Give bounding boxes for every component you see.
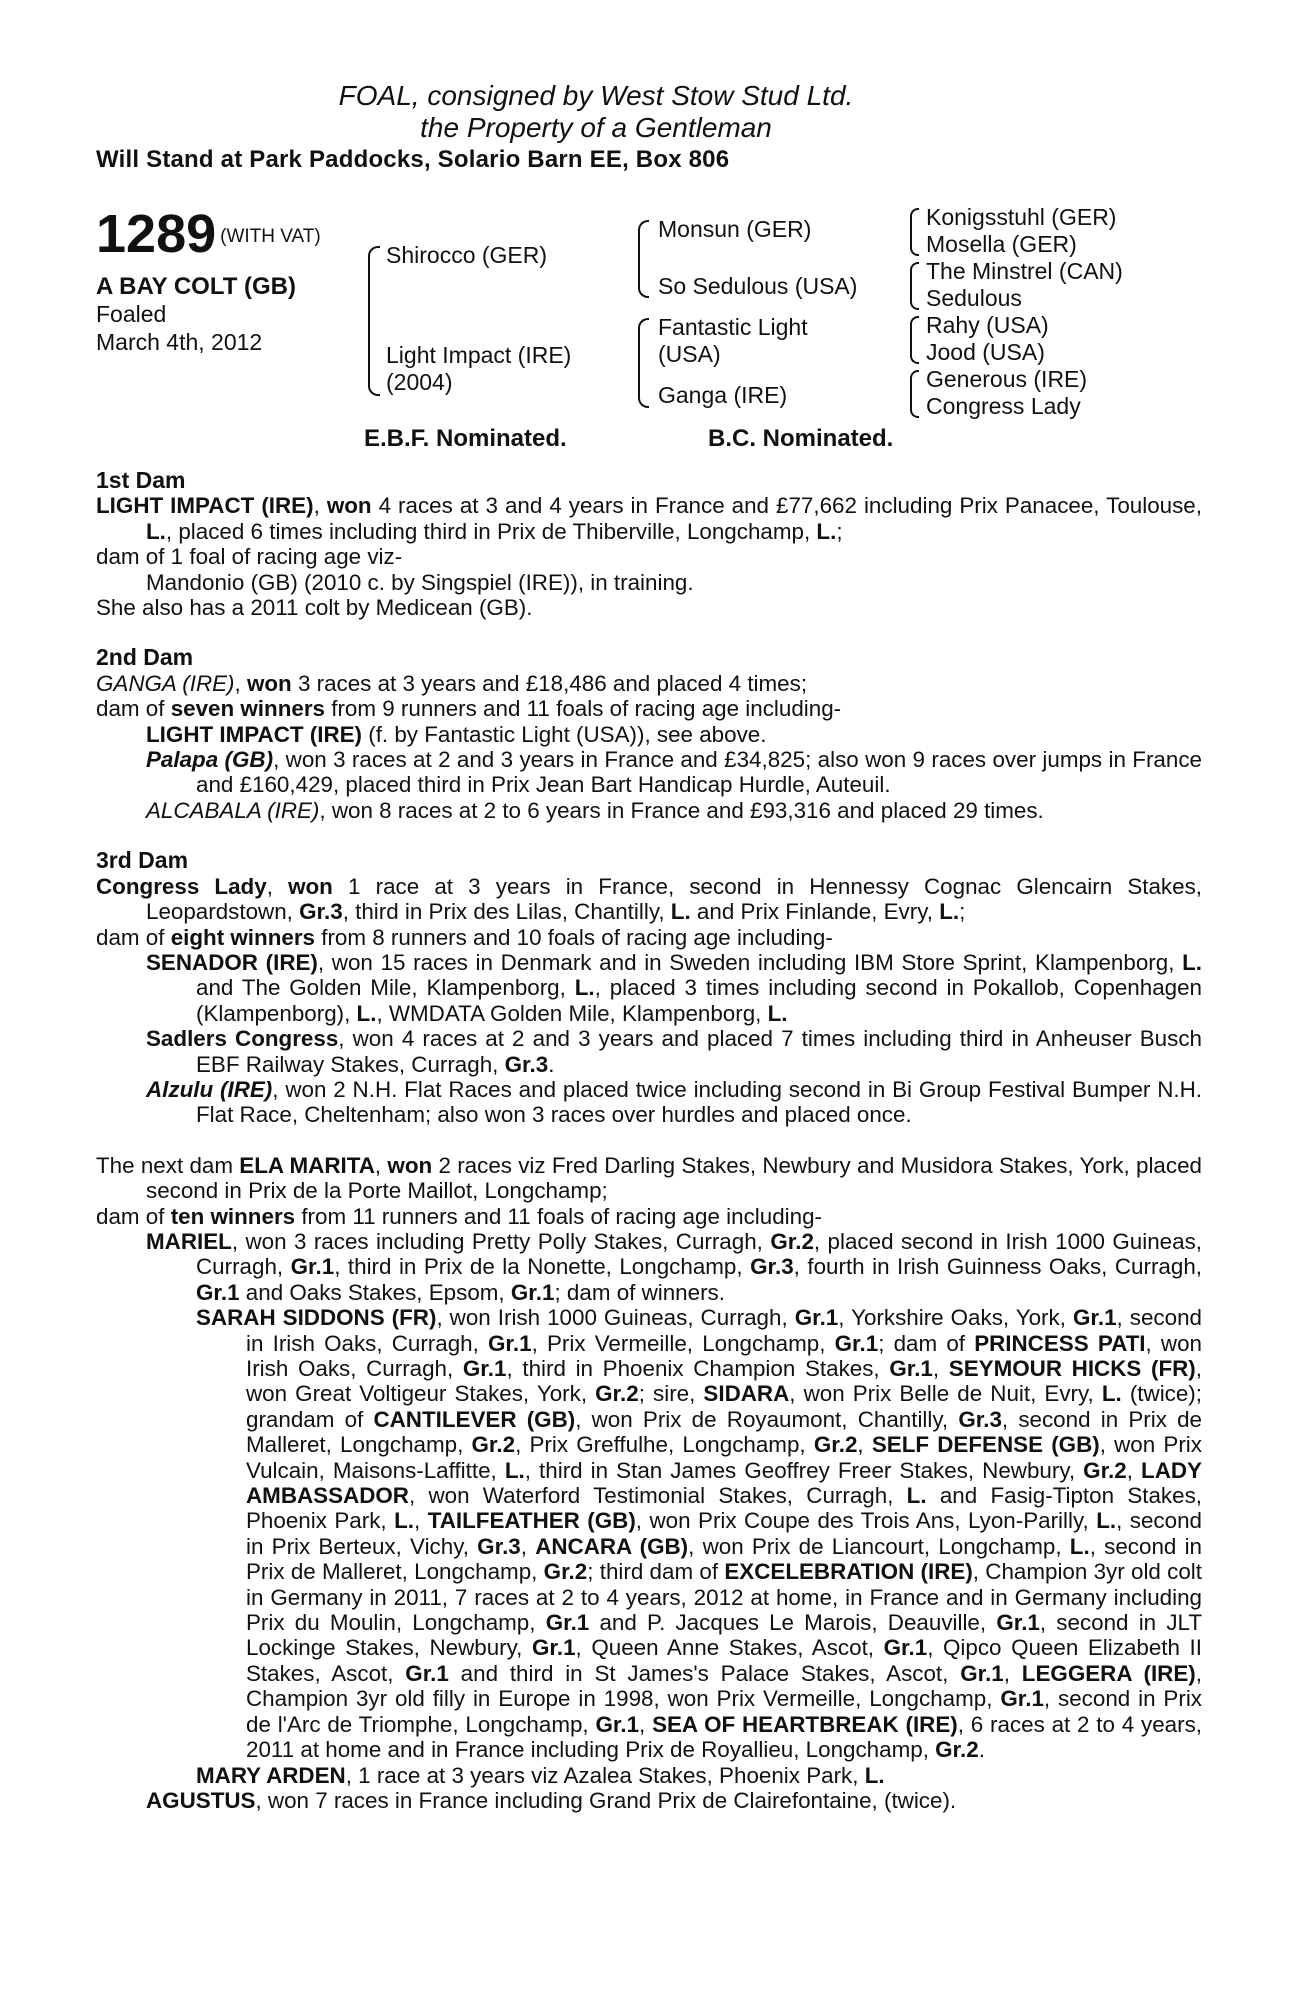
vat-label: (WITH VAT): [220, 226, 321, 247]
pedigree-ssd: Mosella (GER): [926, 231, 1077, 257]
second-dam-record: GANGA (IRE), won 3 races at 3 years and £18,486 and placed 4 times;: [96, 670, 808, 696]
first-dam-name: LIGHT IMPACT (IRE): [96, 493, 314, 519]
produce-palapa: Palapa (GB), won 3 races at 2 and 3 years in France and £34,825; also won 9 races over jumps in France and £160,429, placed third in Prix Jean Bart Handicap Hurdle, Auteuil.: [146, 747, 1202, 798]
pedigree-brace-sire-side: [638, 220, 649, 298]
pedigree-brace-dd: [910, 370, 919, 418]
third-dam-produce-intro: dam of eight winners from 8 runners and 10 foals of racing age including-: [96, 924, 833, 950]
next-dam-record: The next dam ELA MARITA, won 2 races viz Fred Darling Stakes, Newbury and Musidora Stakes, York, placed second in Prix de la Porte Maillot, Longchamp;: [96, 1152, 1202, 1204]
third-dam-name: Congress Lady: [96, 873, 267, 899]
pedigree-sire-sire: Monsun (GER): [658, 216, 812, 242]
foaled-info: [96, 300, 262, 356]
next-dam-name: ELA MARITA: [239, 1152, 375, 1178]
pedigree-dam-dam: Ganga (IRE): [658, 382, 788, 408]
lot-header: [96, 80, 1216, 176]
pedigree-sire-dam: So Sedulous (USA): [658, 273, 858, 299]
pedigree-dam-line1: Light Impact (IRE): [386, 342, 572, 368]
pedigree-dss: Rahy (USA): [926, 312, 1049, 338]
produce-light-impact: LIGHT IMPACT (IRE) (f. by Fantastic Light (USA)), see above.: [146, 721, 767, 747]
pedigree-brace-col1: [368, 246, 380, 396]
produce-record: [96, 468, 1202, 1813]
pedigree-sds: The Minstrel (CAN): [926, 258, 1123, 284]
pedigree-dam-sire-line2: (USA): [658, 341, 721, 367]
produce-alcabala: ALCABALA (IRE), won 8 races at 2 to 6 years in France and £93,316 and placed 29 times.: [146, 797, 1044, 823]
pedigree-sire: Shirocco (GER): [386, 242, 548, 268]
stand-location: Will Stand at Park Paddocks, Solario Barn EE, Box 806: [96, 146, 730, 173]
third-dam-record: Congress Lady, won 1 race at 3 years in France, second in Hennessy Cognac Glencairn Stakes, Leopardstown, Gr.3, third in Prix des Lilas, Chantilly, L. and Prix Finlande, Evry, L.;: [96, 873, 1202, 925]
consignor-line: FOAL, consigned by West Stow Stud Ltd.: [338, 80, 854, 111]
third-dam-heading: 3rd Dam: [96, 847, 189, 874]
pedigree-dds: Generous (IRE): [926, 366, 1088, 392]
next-dam-produce-intro: dam of ten winners from 11 runners and 11 foals of racing age including-: [96, 1203, 823, 1229]
pedigree-dsd: Jood (USA): [926, 339, 1045, 365]
produce-alzulu: Alzulu (IRE), won 2 N.H. Flat Races and placed twice including second in Bi Group Festival Bumper N.H. Flat Race, Cheltenham; also won 3 races over hurdles and placed once.: [146, 1076, 1202, 1128]
pedigree-ddd: Congress Lady: [926, 393, 1081, 419]
lot-number: 1289: [96, 204, 217, 264]
first-dam-produce-intro: dam of 1 foal of racing age viz-: [96, 544, 403, 570]
pedigree-dam-sire-line1: Fantastic Light: [658, 314, 808, 340]
second-dam-name: GANGA (IRE): [96, 670, 235, 696]
produce-mariel: MARIEL, won 3 races including Pretty Polly Stakes, Curragh, Gr.2, placed second in Irish 1000 Guineas, Curragh, Gr.1, third in Prix de la Nonette, Longchamp, Gr.3, fourth in Irish Guinness Oaks, Curragh, Gr.1 and Oaks Stakes, Epsom, Gr.1; dam of winners.: [146, 1228, 1203, 1305]
produce-agustus: AGUSTUS, won 7 races in France including Grand Prix de Clairefontaine, (twice).: [146, 1787, 957, 1813]
pedigree-brace-ss: [910, 208, 919, 256]
second-dam-produce-intro: dam of seven winners from 9 runners and 11 foals of racing age including-: [96, 696, 842, 722]
first-dam-record: LIGHT IMPACT (IRE), won 4 races at 3 and 4 years in France and £77,662 including Prix Panacee, Toulouse, L., placed 6 times including third in Prix de Thiberville, Longchamp, L.;: [96, 493, 1202, 544]
ebf-nominated: E.B.F. Nominated.: [364, 425, 567, 452]
lot-title: A BAY COLT (GB): [96, 273, 297, 300]
foaled-date: March 4th, 2012: [96, 329, 263, 355]
bc-nominated: B.C. Nominated.: [708, 425, 894, 452]
second-dam-heading: 2nd Dam: [96, 644, 194, 671]
first-dam-foal: Mandonio (GB) (2010 c. by Singspiel (IRE)), in training.: [146, 569, 694, 595]
foaled-label: Foaled: [96, 301, 167, 327]
pedigree-brace-ds: [910, 316, 919, 364]
property-line: the Property of a Gentleman: [420, 112, 772, 143]
produce-mary-arden: MARY ARDEN, 1 race at 3 years viz Azalea Stakes, Phoenix Park, L.: [196, 1762, 885, 1788]
pedigree-brace-sd: [910, 262, 919, 310]
produce-sadlers-congress: Sadlers Congress, won 4 races at 2 and 3 years and placed 7 times including third in Anheuser Busch EBF Railway Stakes, Curragh, Gr.3.: [146, 1026, 1202, 1077]
pedigree-dam-line2: (2004): [386, 369, 453, 395]
pedigree-sdd: Sedulous: [926, 285, 1022, 311]
first-dam-heading: 1st Dam: [96, 467, 186, 493]
produce-senador: SENADOR (IRE), won 15 races in Denmark and in Sweden including IBM Store Sprint, Klampenborg, L. and The Golden Mile, Klampenborg, L., placed 3 times including second in Pokallob, Copenhagen (Klampenborg), L., WMDATA Golden Mile, Klampenborg, L.: [146, 949, 1202, 1026]
pedigree-brace-dam-side: [638, 318, 649, 408]
produce-sarah-siddons: SARAH SIDDONS (FR), won Irish 1000 Guineas, Curragh, Gr.1, Yorkshire Oaks, York, Gr.1, second in Irish Oaks, Curragh, Gr.1, Prix Vermeille, Longchamp, Gr.1; dam of PRINCESS PATI, won Irish Oaks, Curragh, Gr.1, third in Phoenix Champion Stakes, Gr.1, SEYMOUR HICKS (FR), won Great Voltigeur Stakes, York, Gr.2; sire, SIDARA, won Prix Belle de Nuit, Evry, L. (twice); grandam of CANTILEVER (GB), won Prix de Royaumont, Chantilly, Gr.3, second in Prix de Malleret, Longchamp, Gr.2, Prix Greffulhe, Longchamp, Gr.2, SELF DEFENSE (GB), won Prix Vulcain, Maisons-Laffitte, L., third in Stan James Geoffrey Freer Stakes, Newbury, Gr.2, LADY AMBASSADOR, won Waterford Testimonial Stakes, Curragh, L. and Fasig-Tipton Stakes, Phoenix Park, L., TAILFEATHER (GB), won Prix Coupe des Trois Ans, Lyon-Parilly, L., second in Prix Berteux, Vichy, Gr.3, ANCARA (GB), won Prix de Liancourt, Longchamp, L., second in Prix de Malleret, Longchamp, Gr.2; third dam of EXCELEBRATION (IRE), Champion 3yr old colt in Germany in 2011, 7 races at 2 to 4 years, 2012 at home, in France and in Germany including Prix du Moulin, Longchamp, Gr.1 and P. Jacques Le Marois, Deauville, Gr.1, second in JLT Lockinge Stakes, Newbury, Gr.1, Queen Anne Stakes, Ascot, Gr.1, Qipco Queen Elizabeth II Stakes, Ascot, Gr.1 and third in St James's Palace Stakes, Ascot, Gr.1, LEGGERA (IRE), Champion 3yr old filly in Europe in 1998, won Prix Vermeille, Longchamp, Gr.1, second in Prix de l'Arc de Triomphe, Longchamp, Gr.1, SEA OF HEARTBREAK (IRE), 6 races at 2 to 4 years, 2011 at home and in France including Prix de Royallieu, Longchamp, Gr.2.: [196, 1305, 1203, 1763]
pedigree-sss: Konigsstuhl (GER): [926, 204, 1117, 230]
lot-number-block: [96, 206, 321, 262]
first-dam-also: She also has a 2011 colt by Medicean (GB).: [96, 595, 533, 621]
